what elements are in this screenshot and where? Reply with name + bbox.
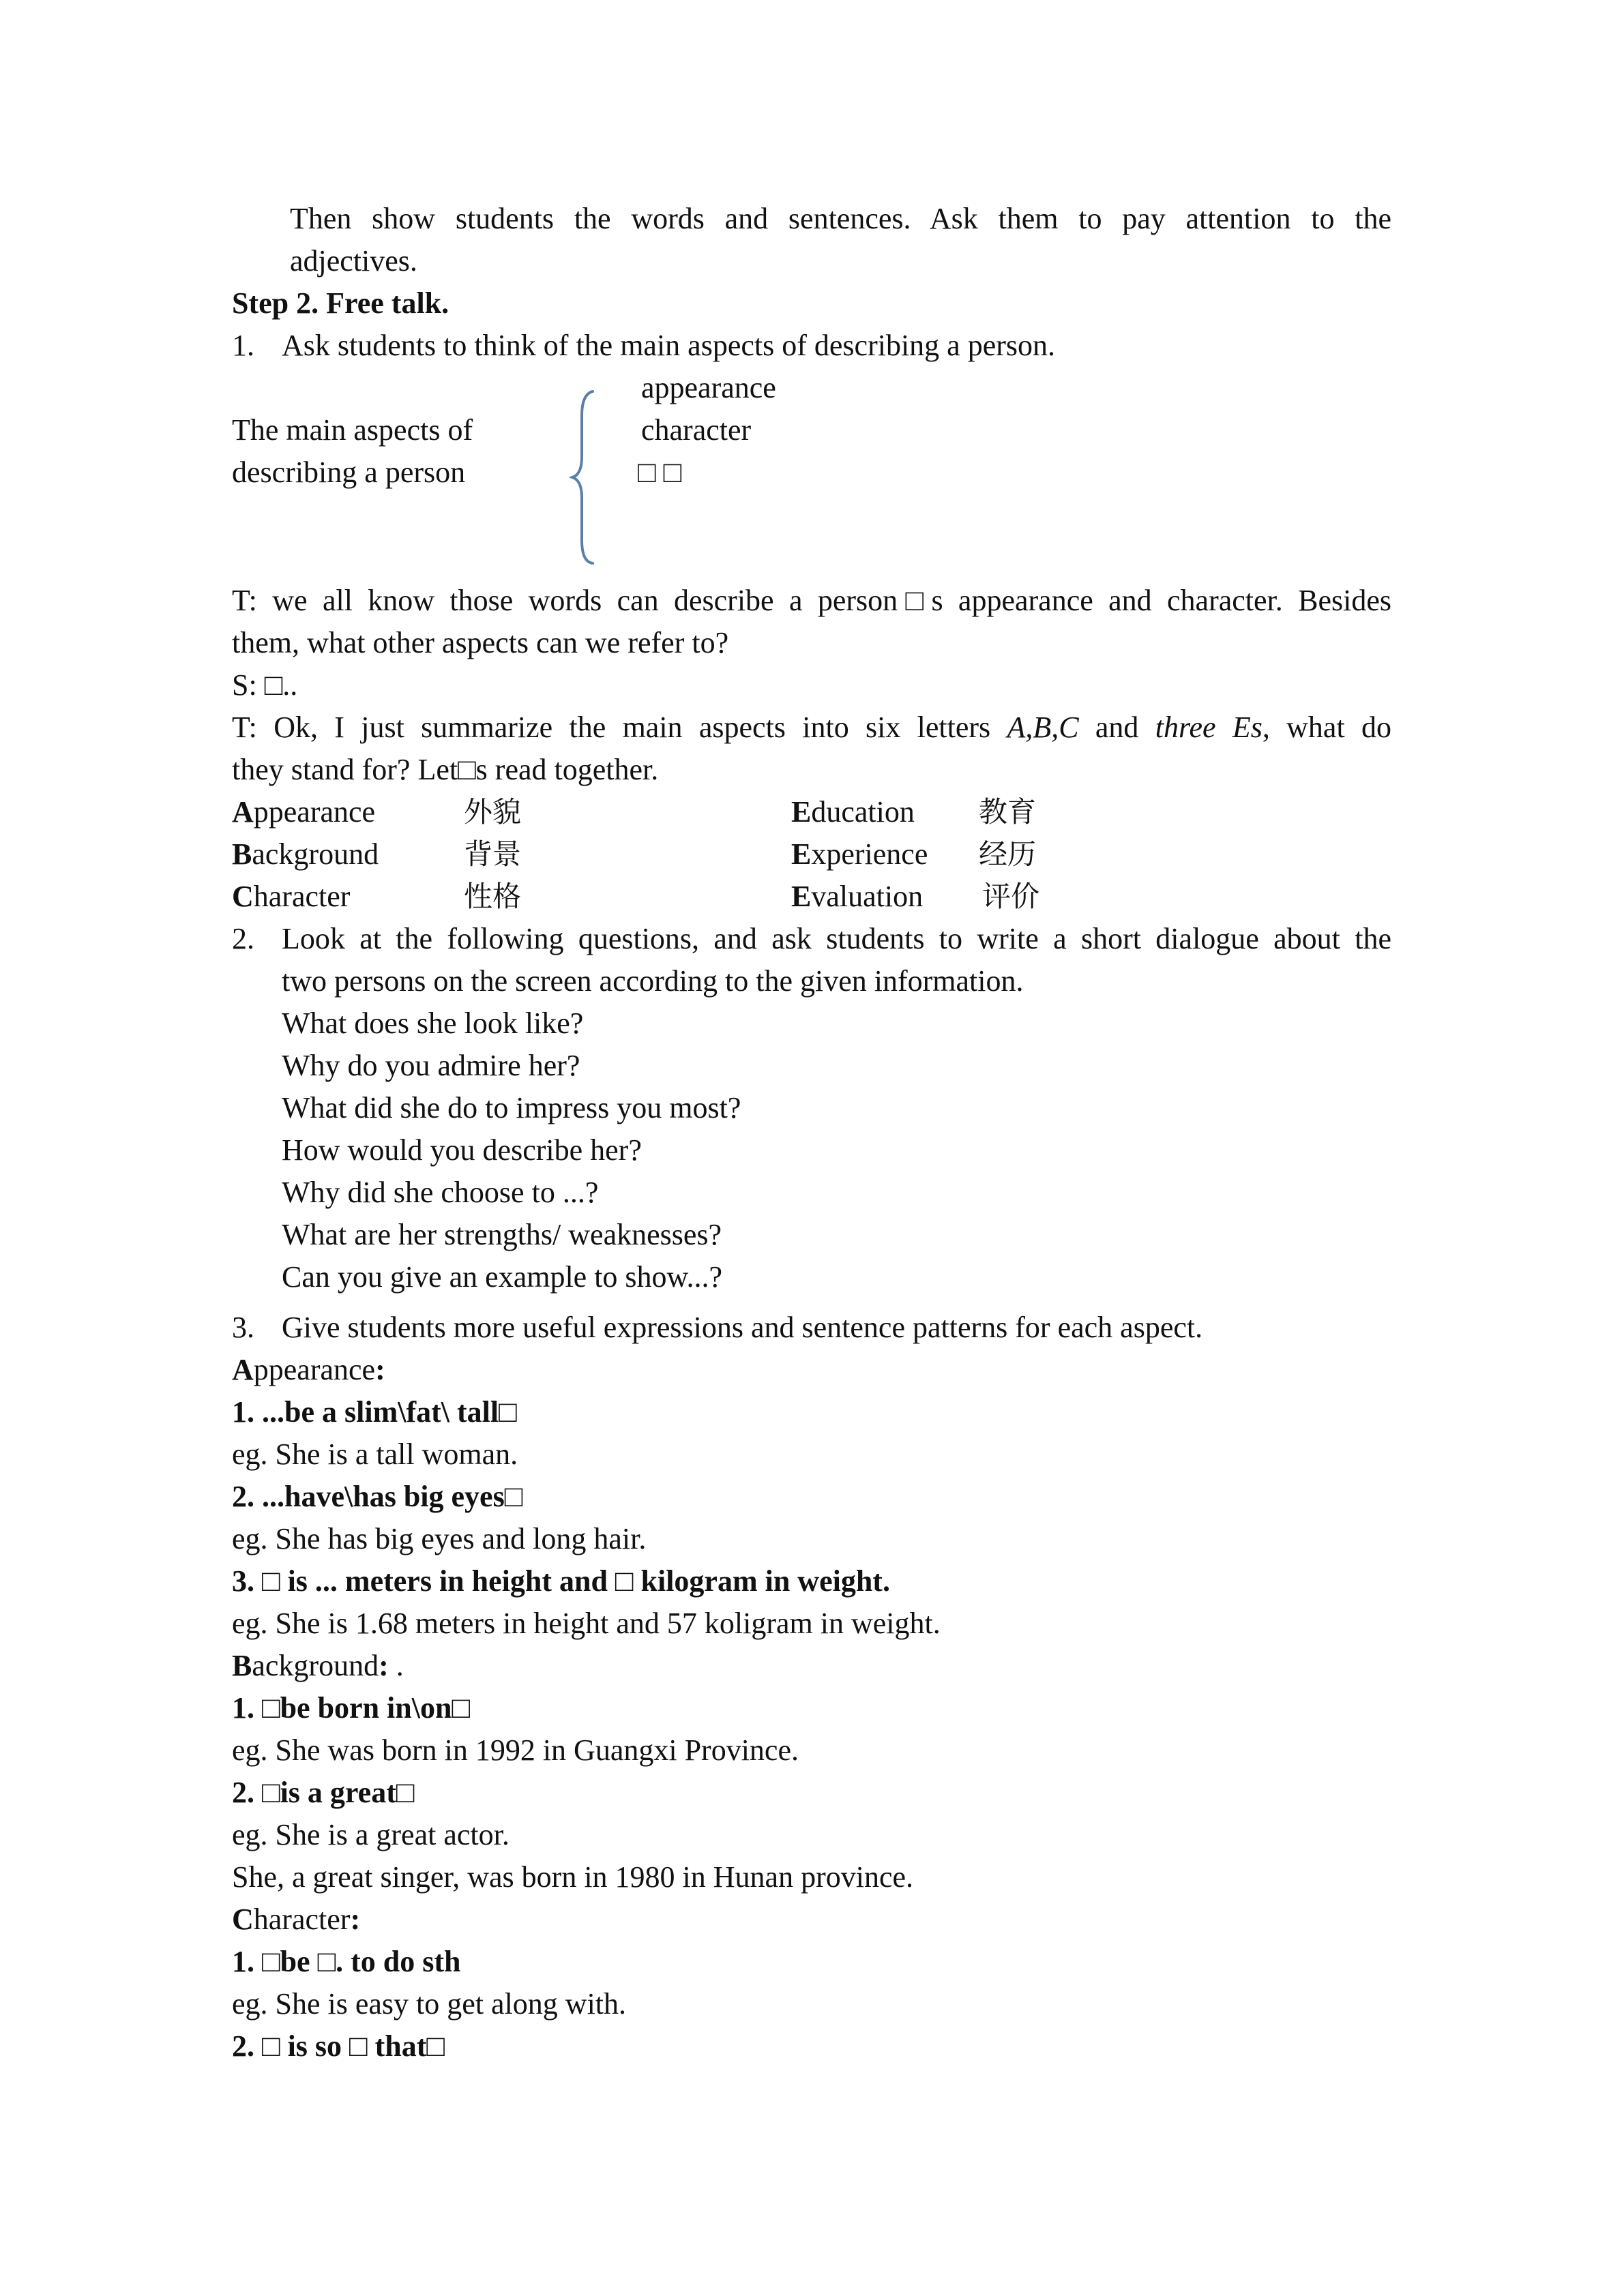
list-number: 3.: [232, 1311, 254, 1344]
list-number-2: 2.: [232, 922, 254, 955]
aspect-appearance: appearance: [641, 371, 776, 404]
heading-word: haracter: [253, 1903, 351, 1936]
letters-abc: A,B,C: [1007, 711, 1079, 744]
example-line: eg. She is a great actor.: [232, 1818, 510, 1851]
heading-colon: :: [379, 1649, 389, 1682]
example-line: eg. She is a tall woman.: [232, 1437, 518, 1471]
pattern-line: 2. □ is so □ that□: [232, 2029, 445, 2063]
aspect-character: character: [641, 413, 752, 447]
teacher-line-2-c: and: [1078, 711, 1155, 744]
heading-colon: :: [375, 1353, 385, 1386]
pattern-line: 1. □be □. to do sth: [232, 1945, 461, 1978]
aspect-word: ppearance: [253, 795, 376, 829]
teacher-line-2-a: T: Ok, I just summarize the main aspects into six letters: [232, 711, 1007, 744]
heading-colon: :: [350, 1903, 361, 1936]
pattern-line: 1. □be born in\on□: [232, 1691, 471, 1725]
example-line: eg. She is easy to get along with.: [232, 1987, 627, 2021]
aspect-word: ducation: [811, 795, 915, 829]
teacher-line-2: [232, 706, 1391, 749]
aspect-row: [232, 876, 1391, 918]
heading-letter: B: [232, 1649, 252, 1682]
list-text: Give students more useful expressions and sentence patterns for each aspect.: [282, 1311, 1203, 1344]
aspect-letter: A: [232, 795, 254, 829]
character-heading: [232, 1898, 1391, 1941]
background-heading: [232, 1645, 1391, 1687]
teacher-line-1b: them, what other aspects can we refer to?: [232, 626, 729, 659]
heading-word: ppearance: [253, 1353, 376, 1386]
aspect-letter: E: [791, 837, 812, 871]
aspect-chinese: 外貌: [464, 795, 522, 829]
pattern-line: 1. ...be a slim\fat\ tall□: [232, 1395, 517, 1429]
appearance-heading: [232, 1349, 1391, 1391]
intro-line-1: Then show students the words and sentences. Ask them to pay attention to the: [290, 202, 1391, 235]
example-line: eg. She is 1.68 meters in height and 57 koligram in weight.: [232, 1607, 941, 1640]
teacher-line-2b: they stand for? Let□s read together.: [232, 753, 659, 786]
aspect-word: ackground: [252, 837, 379, 871]
student-line: S: □..: [232, 668, 298, 702]
question-item: What are her strengths/ weaknesses?: [282, 1218, 722, 1251]
intro-line-2: adjectives.: [290, 244, 417, 278]
list-item-3: [232, 1307, 1391, 1349]
aspect-chinese: 性格: [464, 880, 522, 913]
pattern-line: 2. □is a great□: [232, 1776, 415, 1809]
example-line: eg. She was born in 1992 in Guangxi Province.: [232, 1733, 799, 1767]
heading-word: ackground: [252, 1649, 379, 1682]
heading-letter: A: [232, 1353, 254, 1386]
aspect-chinese: 教育: [979, 795, 1037, 829]
question-item: Why did she choose to ...?: [282, 1176, 599, 1209]
example-line: She, a great singer, was born in 1980 in Hunan province.: [232, 1860, 914, 1894]
aspect-chinese: 评价: [982, 880, 1040, 913]
aspect-row: [232, 791, 1391, 833]
question-item: How would you describe her?: [282, 1133, 642, 1167]
aspect-placeholder: □ □: [638, 456, 682, 489]
question-item: What does she look like?: [282, 1007, 584, 1040]
diagram-label-line-2: describing a person: [232, 456, 466, 489]
aspect-letter: E: [791, 880, 812, 913]
step-heading: Step 2. Free talk.: [232, 286, 449, 320]
aspect-chinese: 背景: [464, 837, 522, 871]
list-text: Ask students to think of the main aspects of describing a person.: [282, 329, 1056, 362]
aspect-word: haracter: [253, 880, 351, 913]
list-number: 1.: [232, 329, 254, 362]
diagram-label-line-1: The main aspects of: [232, 413, 473, 447]
question-item: Can you give an example to show...?: [282, 1260, 722, 1294]
aspect-word: valuation: [811, 880, 924, 913]
aspect-word: xperience: [811, 837, 928, 871]
curly-brace-icon: [570, 389, 597, 566]
letters-three-es: three Es: [1155, 711, 1263, 744]
aspect-letter: C: [232, 880, 254, 913]
list-item-2-line-1: Look at the following questions, and ask students to write a short dialogue about the: [282, 922, 1391, 955]
teacher-line-2-e: , what do: [1262, 711, 1391, 744]
question-item: Why do you admire her?: [282, 1049, 580, 1082]
teacher-line-1: T: we all know those words can describe a person□s appearance and character. Besides: [232, 584, 1391, 617]
aspect-letter: E: [791, 795, 812, 829]
list-item-1: [232, 325, 1391, 367]
question-item: What did she do to impress you most?: [282, 1091, 741, 1124]
example-line: eg. She has big eyes and long hair.: [232, 1522, 647, 1555]
aspect-letter: B: [232, 837, 252, 871]
pattern-line: 2. ...have\has big eyes□: [232, 1480, 523, 1513]
heading-tail: .: [388, 1649, 404, 1682]
aspect-chinese: 经历: [979, 837, 1037, 871]
list-item-2-line-2: two persons on the screen according to the given information.: [282, 964, 1024, 998]
pattern-line: 3. □ is ... meters in height and □ kilogram in weight.: [232, 1564, 890, 1598]
aspect-row: [232, 833, 1391, 876]
heading-letter: C: [232, 1903, 254, 1936]
